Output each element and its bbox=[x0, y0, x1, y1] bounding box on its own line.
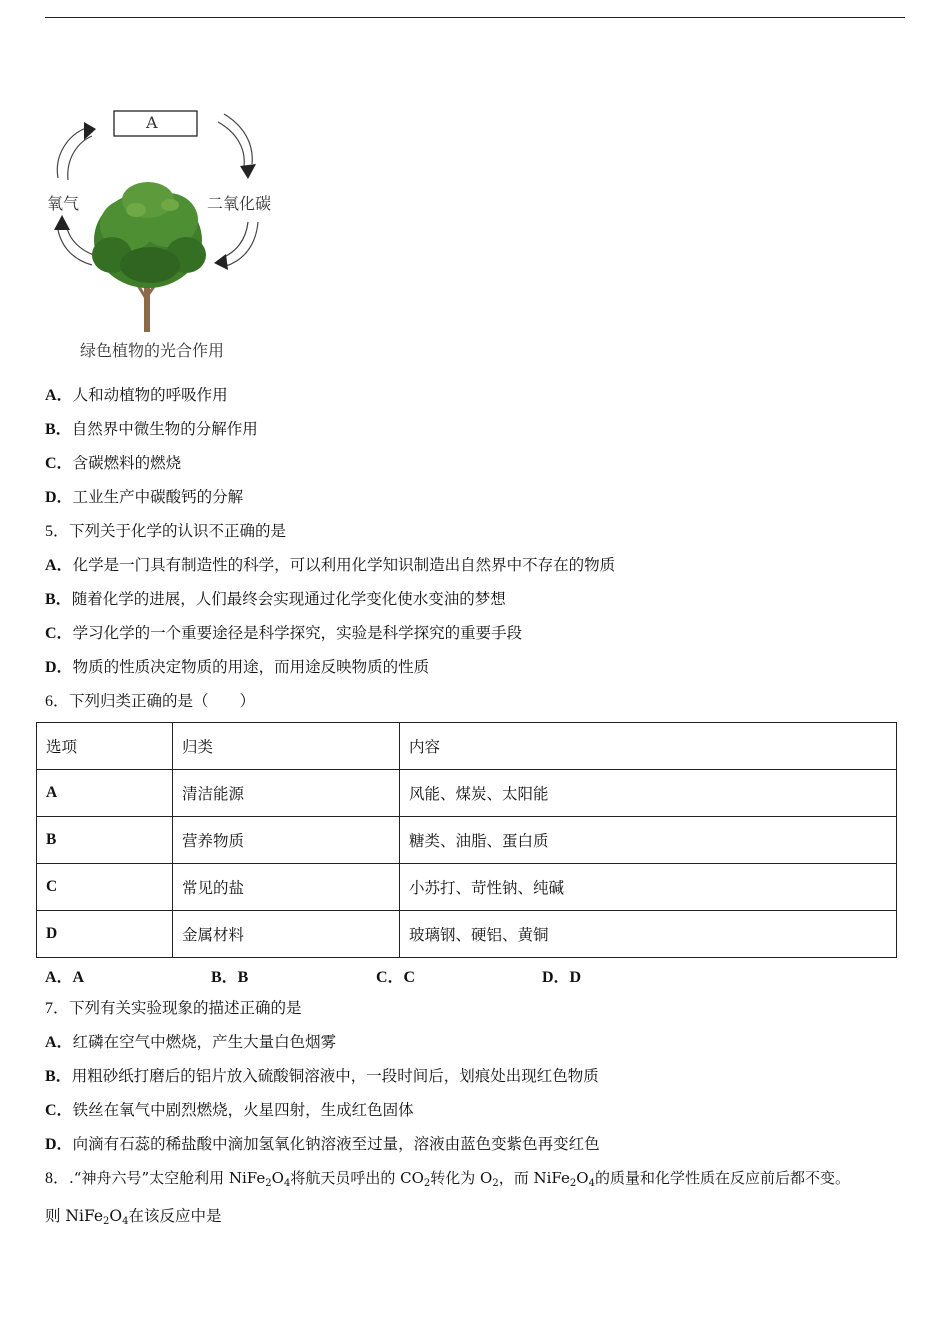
cycle-diagram bbox=[40, 100, 300, 370]
photosynthesis-figure bbox=[40, 100, 300, 370]
table-cell: 小苏打、苛性钠、纯碱 bbox=[400, 864, 897, 911]
table-row bbox=[37, 864, 897, 911]
table-cell: 风能、煤炭、太阳能 bbox=[400, 770, 897, 817]
q4-option-a: A．人和动植物的呼吸作用 bbox=[45, 386, 228, 404]
table-cell: B bbox=[37, 817, 173, 864]
arrow-tree-to-oxygen bbox=[58, 230, 92, 265]
table-cell: 糖类、油脂、蛋白质 bbox=[400, 817, 897, 864]
q5-option-d: D．物质的性质决定物质的用途，而用途反映物质的性质 bbox=[45, 658, 430, 676]
arrow-oxygen-to-a bbox=[57, 128, 86, 178]
tree-icon bbox=[92, 182, 206, 332]
table-cell: 清洁能源 bbox=[173, 770, 400, 817]
header-cell-content: 内容 bbox=[400, 723, 897, 770]
arrow-co2-to-tree bbox=[222, 222, 248, 258]
q5-option-b: B．随着化学的进展，人们最终会实现通过化学变化使水变油的梦想 bbox=[45, 590, 506, 608]
q5-option-a: A．化学是一门具有制造性的科学，可以利用化学知识制造出自然界中不存在的物质 bbox=[45, 556, 616, 574]
q8-stem-line1: 8．.“神舟六号”太空舱利用 $NiFe_2O_4$将航天员呼出的 $CO_2$转化为 $O_2$，而 $NiFe_2O_4$的质量和化学性质在反应前后都不变。 bbox=[45, 1169, 850, 1189]
q7-option-b: B．用粗砂纸打磨后的铝片放入硫酸铜溶液中，一段时间后，划痕处出现红色物质 bbox=[45, 1067, 599, 1085]
table-cell: 营养物质 bbox=[173, 817, 400, 864]
table-cell: 常见的盐 bbox=[173, 864, 400, 911]
q6-classification-table bbox=[36, 722, 897, 958]
q7-option-c: C．铁丝在氧气中剧烈燃烧，火星四射，生成红色固体 bbox=[45, 1101, 414, 1119]
q6-option-d: D．D bbox=[542, 969, 582, 986]
q6-stem: 6．下列归类正确的是（ ） bbox=[45, 692, 256, 710]
q4-option-c: C．含碳燃料的燃烧 bbox=[45, 454, 182, 472]
table-cell: 金属材料 bbox=[173, 911, 400, 958]
table-cell: D bbox=[37, 911, 173, 958]
oxygen-label: 氧气 bbox=[47, 194, 80, 213]
box-a-label: A bbox=[146, 113, 158, 132]
table-row bbox=[37, 911, 897, 958]
header-rule bbox=[45, 17, 905, 18]
q5-option-c: C．学习化学的一个重要途径是科学探究，实验是科学探究的重要手段 bbox=[45, 624, 523, 642]
table-cell: 玻璃钢、硬铝、黄铜 bbox=[400, 911, 897, 958]
header-cell-option: 选项 bbox=[37, 723, 173, 770]
q7-option-a: A．红磷在空气中燃烧，产生大量白色烟雾 bbox=[45, 1033, 337, 1051]
q6-option-c: C．C bbox=[376, 969, 416, 986]
table-cell: C bbox=[37, 864, 173, 911]
q4-option-b: B．自然界中微生物的分解作用 bbox=[45, 420, 258, 438]
table-row bbox=[37, 817, 897, 864]
q6-option-b: B．B bbox=[211, 969, 249, 986]
arrow-a-to-co2 bbox=[218, 122, 244, 166]
table-header-row bbox=[37, 723, 897, 770]
q6-option-a: A．A bbox=[45, 969, 85, 986]
co2-label: 二氧化碳 bbox=[207, 194, 272, 213]
q8-stem-line2: 则 $NiFe_2O_4$在该反应中是 bbox=[45, 1207, 222, 1227]
q7-stem: 7．下列有关实验现象的描述正确的是 bbox=[45, 999, 302, 1017]
header-cell-category: 归类 bbox=[173, 723, 400, 770]
q4-option-d: D．工业生产中碳酸钙的分解 bbox=[45, 488, 244, 506]
q7-option-d: D．向滴有石蕊的稀盐酸中滴加氢氧化钠溶液至过量，溶液由蓝色变紫色再变红色 bbox=[45, 1135, 600, 1153]
table-row bbox=[37, 770, 897, 817]
q5-stem: 5．下列关于化学的认识不正确的是 bbox=[45, 522, 287, 540]
figure-caption: 绿色植物的光合作用 bbox=[80, 341, 225, 360]
table-cell: A bbox=[37, 770, 173, 817]
